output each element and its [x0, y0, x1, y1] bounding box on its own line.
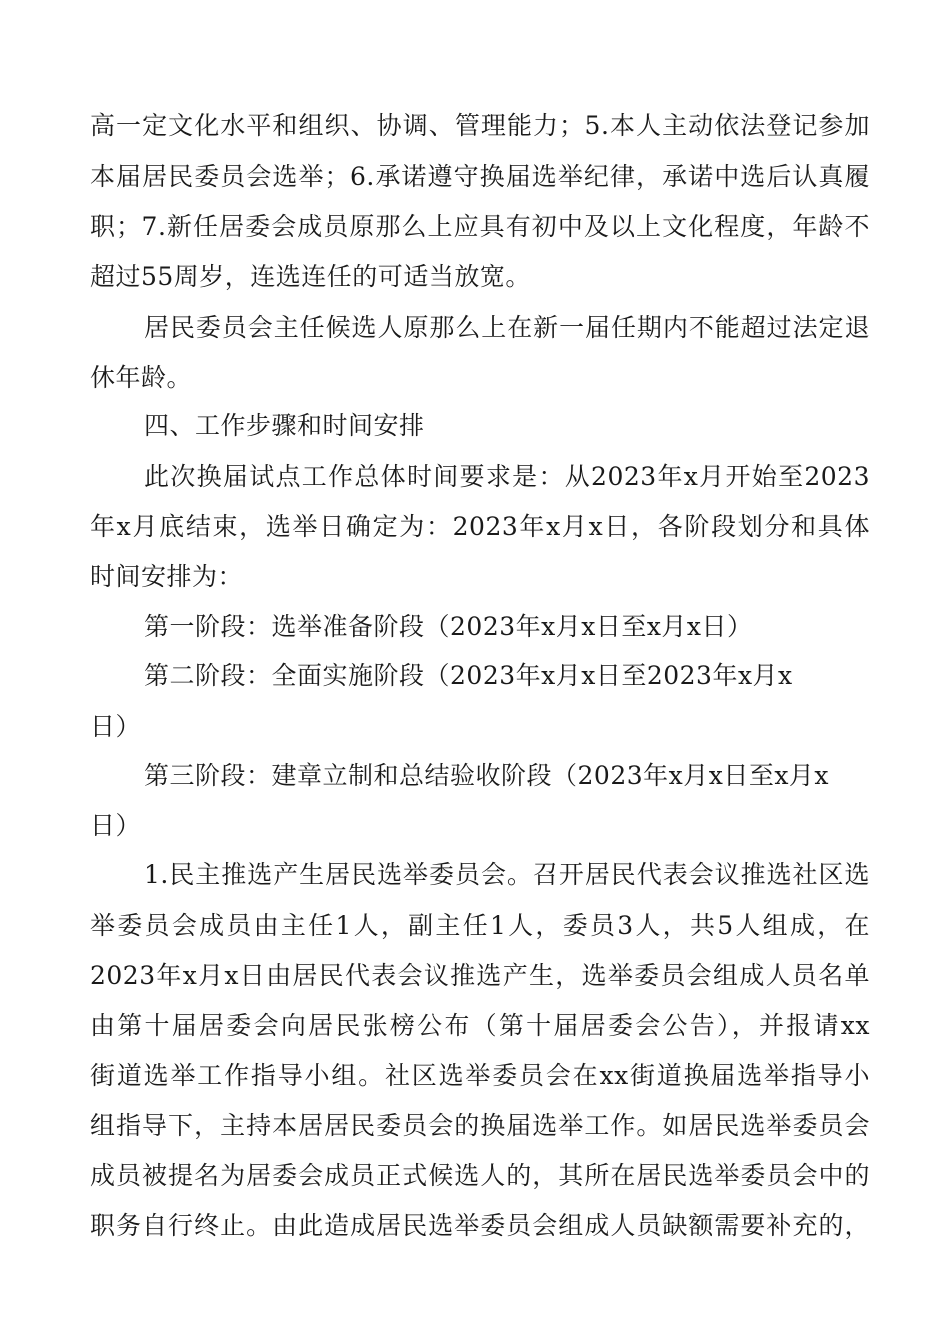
text-line: 街道选举工作指导小组。社区选举委员会在xx街道换届选举指导小: [90, 1061, 870, 1090]
text-line: 第三阶段：建章立制和总结验收阶段（2023年x月x日至x月x: [144, 761, 830, 790]
text-line: 此次换届试点工作总体时间要求是：从2023年x月开始至2023: [144, 462, 870, 491]
text-line: 高一定文化水平和组织、协调、管理能力；5.本人主动依法登记参加: [90, 111, 870, 140]
text-line: 职；7.新任居委会成员原那么上应具有初中及以上文化程度，年龄不: [90, 212, 870, 241]
section-heading: 四、工作步骤和时间安排: [144, 411, 425, 440]
text-line: 1.民主推选产生居民选举委员会。召开居民代表会议推选社区选: [144, 860, 870, 889]
text-line: 第二阶段：全面实施阶段（2023年x月x日至2023年x月x: [144, 661, 793, 690]
text-line: 日）: [90, 712, 142, 741]
text-line: 居民委员会主任候选人原那么上在新一届任期内不能超过法定退: [144, 313, 870, 342]
text-line: 举委员会成员由主任1人，副主任1人，委员3人，共5人组成，在: [90, 911, 870, 940]
text-line: 组指导下，主持本居居民委员会的换届选举工作。如居民选举委员会: [90, 1111, 870, 1140]
text-line: 第一阶段：选举准备阶段（2023年x月x日至x月x日）: [144, 612, 753, 641]
text-line: 休年龄。: [90, 363, 193, 392]
text-line: 时间安排为：: [90, 562, 244, 591]
text-line: 成员被提名为居委会成员正式候选人的，其所在居民选举委员会中的: [90, 1161, 870, 1190]
text-line: 日）: [90, 811, 142, 840]
text-line: 由第十届居委会向居民张榜公布（第十届居委会公告），并报请xx: [90, 1011, 870, 1040]
text-line: 超过55周岁，连选连任的可适当放宽。: [90, 262, 531, 291]
text-line: 年x月底结束，选举日确定为：2023年x月x日，各阶段划分和具体: [90, 512, 870, 541]
text-line: 2023年x月x日由居民代表会议推选产生，选举委员会组成人员名单: [90, 961, 870, 990]
text-line: 本届居民委员会选举；6.承诺遵守换届选举纪律，承诺中选后认真履: [90, 162, 870, 191]
text-line: 职务自行终止。由此造成居民选举委员会组成人员缺额需要补充的，: [90, 1211, 870, 1240]
